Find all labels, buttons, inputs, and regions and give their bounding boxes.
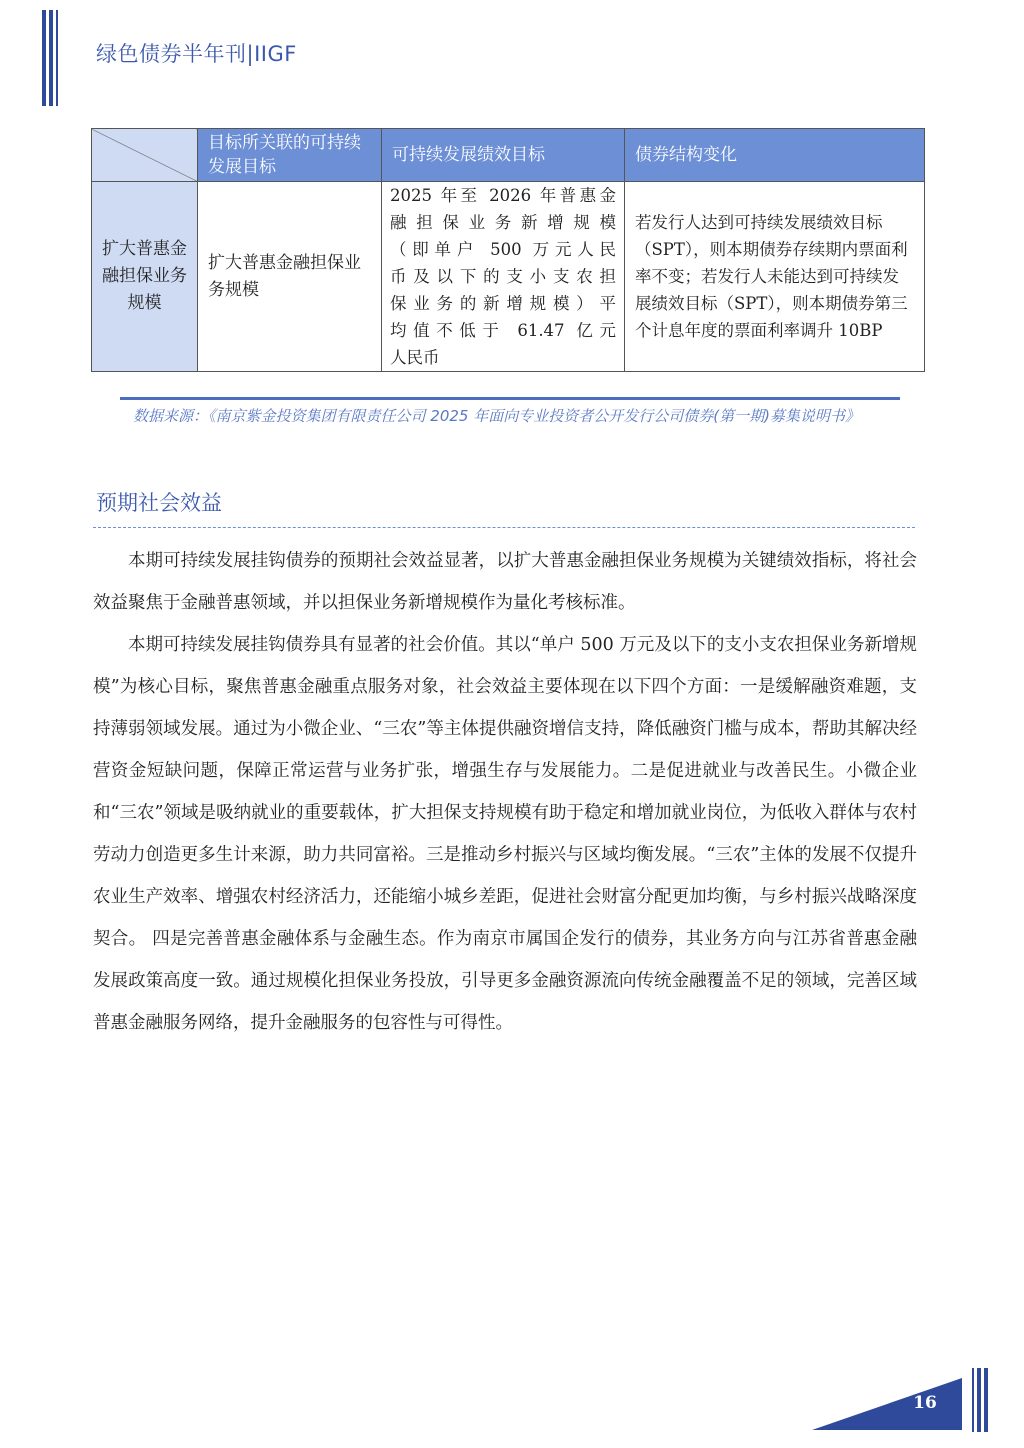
header-spt: 可持续发展绩效目标: [382, 129, 625, 182]
paragraph: 本期可持续发展挂钩债券具有显著的社会价值。其以“单户 500 万元及以下的支小支农担保业务新增规模”为核心目标，聚焦普惠金融重点服务对象，社会效益主要体现在以下四个方面：一是缓解融资难题，支持薄弱领域发展。通过为小微企业、“三农”等主体提供融资增信支持，降低融资门槛与成本，帮助其解决经营资金短缺问题，保障正常运营与业务扩张，增强生存与发展能力。二是促进就业与改善民生。小微企业和“三农”领域是吸纳就业的重要载体，扩大担保支持规模有助于稳定和增加就业岗位，为低收入群体与农村劳动力创造更多生计来源，助力共同富裕。三是推动乡村振兴与区域均衡发展。“三农”主体的发展不仅提升农业生产效率、增强农村经济活力，还能缩小城乡差距，促进社会财富分配更加均衡，与乡村振兴战略深度契合。 四是完善普惠金融体系与金融生态。作为南京市属国企发行的债券，其业务方向与江苏省普惠金融发展政策高度一致。通过规模化担保业务投放，引导更多金融资源流向传统金融覆盖不足的领域，完善区域普惠金融服务网络，提升金融服务的包容性与可得性。: [93, 635, 917, 1033]
page-number: 16: [913, 1393, 937, 1413]
spt-line: 保业务的新增规模）平: [390, 294, 616, 313]
table-row: [92, 182, 925, 372]
paragraph: 本期可持续发展挂钩债券的预期社会效益显著，以扩大普惠金融担保业务规模为关键绩效指标，将社会效益聚焦于金融普惠领域，并以担保业务新增规模作为量化考核标准。: [93, 551, 917, 613]
spt-line: （即单户 500 万元人民: [390, 240, 616, 259]
spt-line: 均值不低于 61.47 亿元: [390, 321, 616, 340]
table-header-row: [92, 129, 925, 182]
footer-decor-bars: [972, 1368, 992, 1432]
section-title: 预期社会效益: [96, 491, 222, 515]
table-corner-cell: [92, 129, 198, 182]
spt-cell: [382, 182, 625, 372]
header-sdg: 目标所关联的可持续发展目标: [198, 129, 382, 182]
spt-line: 2025 年至 2026 年普惠金: [390, 186, 616, 205]
spt-table: [91, 128, 925, 372]
spt-line: 人民币: [390, 348, 440, 367]
section-dashed-rule: [93, 527, 915, 528]
kpi-cell: 扩大普惠金融担保业务规模: [92, 182, 198, 372]
publication-title: 绿色债券半年刊|IIGF: [96, 42, 297, 66]
data-source-note: 数据来源：《南京紫金投资集团有限责任公司 2025 年面向专业投资者公开发行公司债券(第一期)募集说明书》: [133, 407, 860, 425]
spt-line: 融担保业务新增规模: [390, 213, 616, 232]
section-body: [93, 540, 917, 1044]
source-divider: [120, 397, 900, 400]
header-decor-bars: [42, 10, 62, 106]
spt-line: 币及以下的支小支农担: [390, 267, 616, 286]
sdg-cell: 扩大普惠金融担保业务规模: [198, 182, 382, 372]
structure-change-cell: 若发行人达到可持续发展绩效目标（SPT），则本期债券存续期内票面利率不变；若发行人未能达到可持续发展绩效目标（SPT），则本期债券第三个计息年度的票面利率调升 10BP: [625, 182, 925, 372]
header-structure-change: 债券结构变化: [625, 129, 925, 182]
